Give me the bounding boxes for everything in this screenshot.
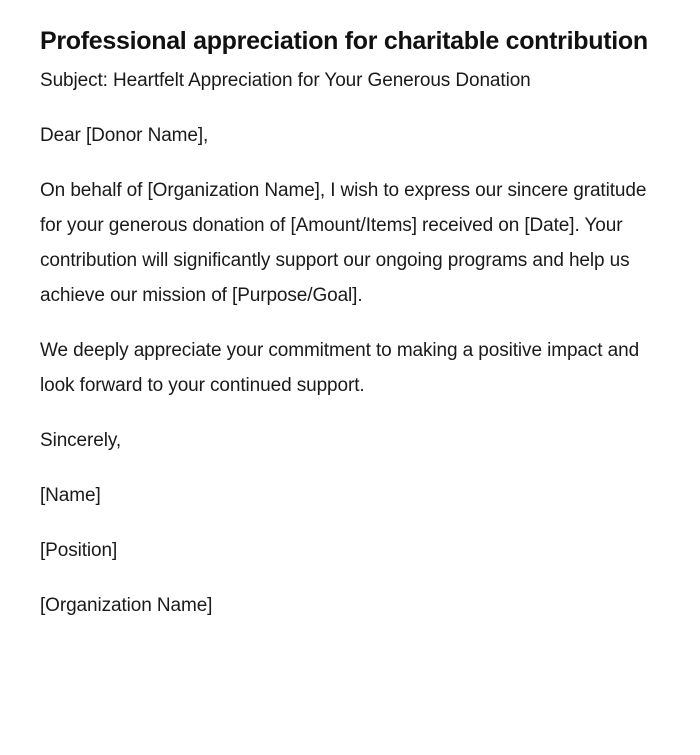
body-paragraph-appreciation: We deeply appreciate your commitment to making a positive impact and look forward to your continued support. xyxy=(40,340,640,396)
body-paragraph-gratitude: On behalf of [Organization Name], I wish to express our sincere gratitude for your generous donation of [Amount/Items] received on [Date]. Your contribution will significantly support our ongoing programs and help us achieve our mission of [Purpose/Goal]. xyxy=(40,180,647,306)
salutation: Dear [Donor Name], xyxy=(40,125,209,146)
subject-line: Subject: Heartfelt Appreciation for Your Generous Donation xyxy=(40,70,531,91)
signature-organization: [Organization Name] xyxy=(40,595,213,616)
closing: Sincerely, xyxy=(40,430,122,451)
page-title: Professional appreciation for charitable contribution xyxy=(40,27,648,55)
signature-name: [Name] xyxy=(40,485,101,506)
signature-position: [Position] xyxy=(40,540,118,561)
